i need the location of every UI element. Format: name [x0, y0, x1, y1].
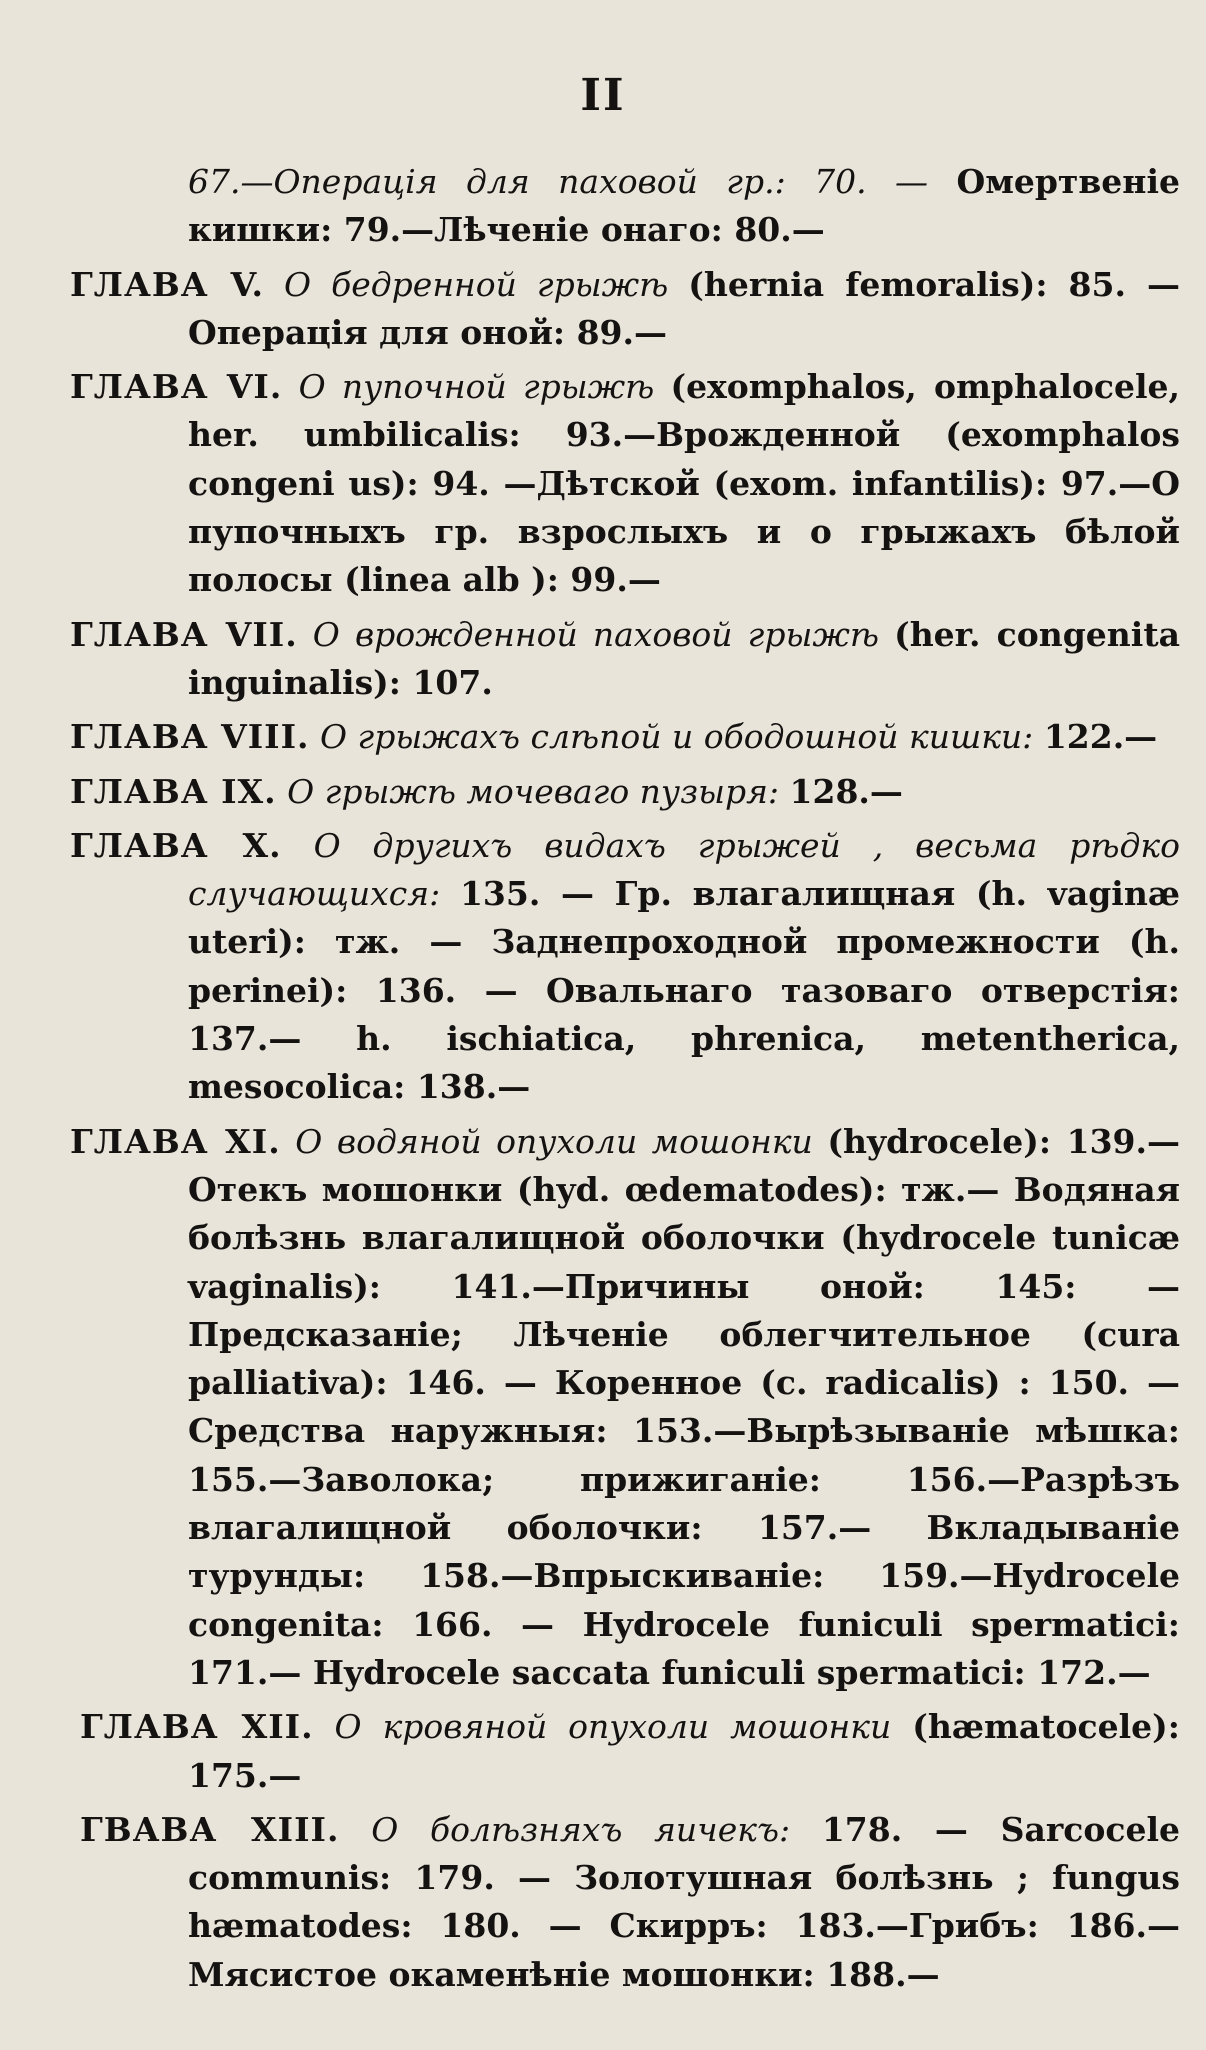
chapter-label: ГЛАВА VII.: [70, 614, 298, 654]
toc-entry-chapter-12: [80, 1703, 1180, 1800]
toc-entry-chapter-8: [70, 713, 1180, 761]
entry-details: (exomphalos, omphalocele, her. umbilicalis: 93.—Врожденной (exomphalos congeni us): 94. —Дѣтской (exom. infantilis): 97.—О пупочныхъ гр. взрослыхъ и о грыжахъ бѣлой полосы (linea alb ): 99.—: [188, 367, 1180, 600]
toc-entry-chapter-5: [70, 261, 1180, 358]
chapter-label: ГЛАВА VIII.: [70, 717, 310, 757]
entry-topic: О пупочной грыжѣ: [298, 367, 655, 407]
entry-topic: О бедренной грыжѣ: [284, 264, 669, 304]
entry-details: (hæmatocele): 175.—: [188, 1707, 1180, 1795]
chapter-label: ГЛАВА X.: [70, 825, 282, 865]
entry-details: (hydrocele): 139.—Отекъ мошонки (hyd. œdematodes): тж.— Водяная болѣзнь влагалищной оболочки (hydrocele tunicæ vaginalis): 141.—Причины оной: 145: —Предсказаніе; Лѣченіе облегчительное (cura palliativa): 146. — Коренное (c. radicalis) : 150. — Средства наружныя: 153.—Вырѣзываніе мѣшка: 155.—Заволока; прижиганіе: 156.—Разрѣзъ влагалищной оболочки: 157.— Вкладываніе турунды: 158.—Впрыскиваніе: 159.—Hydrocele congenita: 166. — Hydrocele funiculi spermatici: 171.— Hydrocele saccata funiculi spermatici: 172.—: [188, 1121, 1180, 1692]
toc-entry-chapter-10: [70, 822, 1180, 1112]
entry-topic: О грыжахъ слѣпой и ободошной кишки:: [320, 717, 1034, 757]
entry-details: 128.—: [789, 771, 903, 811]
entry-details: Омертвеніе кишки: 79.—Лѣченіе онаго: 80.—: [188, 162, 1180, 250]
entry-details: 122.—: [1043, 717, 1158, 757]
entry-topic: 67.—Операція для паховой гр.: 70. —: [188, 162, 929, 201]
entry-topic: О болѣзняхъ яичекъ:: [371, 1809, 791, 1849]
chapter-label: ГЛАВА XII.: [80, 1707, 314, 1747]
chapter-label: ГЛАВА IX.: [70, 771, 277, 811]
toc-entry-chapter-13: [80, 1806, 1180, 1999]
toc-entry-continuation: [70, 158, 1180, 255]
entry-topic: О грыжѣ мочеваго пузыря:: [287, 771, 780, 811]
chapter-label: ГВАВА XIII.: [80, 1809, 340, 1849]
entry-topic: О врожденной паховой грыжѣ: [312, 614, 879, 654]
entry-details: 178. — Sarcocele communis: 179. — Золотушная болѣзнь ; fungus hæmatodes: 180. — Скирръ: 183.—Грибъ: 186.— Мясистое окаменѣніе мошонки: 188.—: [188, 1809, 1180, 1994]
toc-entry-chapter-9: [70, 768, 1180, 816]
entry-details: (hernia femoralis): 85. —Операція для оной: 89.—: [188, 264, 1180, 352]
chapter-label: ГЛАВА XI.: [70, 1121, 281, 1161]
toc-entry-chapter-7: [70, 611, 1180, 708]
entry-details: 135. — Гр. влагалищная (h. vaginæ uteri): тж. — Заднепроходной промежности (h. perinei): 136. — Овальнаго тазоваго отверстія: 137.— h. ischiatica, phrenica, metentherica, mesocolica: 138.—: [188, 874, 1180, 1107]
chapter-label: ГЛАВА VI.: [70, 367, 283, 407]
entry-topic: О другихъ видахъ грыжей , весьма рѣдко случающихся:: [188, 825, 1180, 914]
entry-topic: О водяной опухоли мошонки: [295, 1121, 813, 1161]
chapter-label: ГЛАВА V.: [70, 264, 264, 304]
entry-topic: О кровяной опухоли мошонки: [334, 1707, 892, 1747]
toc-entry-chapter-6: [70, 363, 1180, 604]
page-number: II: [580, 70, 626, 121]
table-of-contents: [70, 158, 1180, 2005]
toc-entry-chapter-11: [70, 1118, 1180, 1698]
entry-details: (her. congenita inguinalis): 107.: [188, 614, 1180, 702]
